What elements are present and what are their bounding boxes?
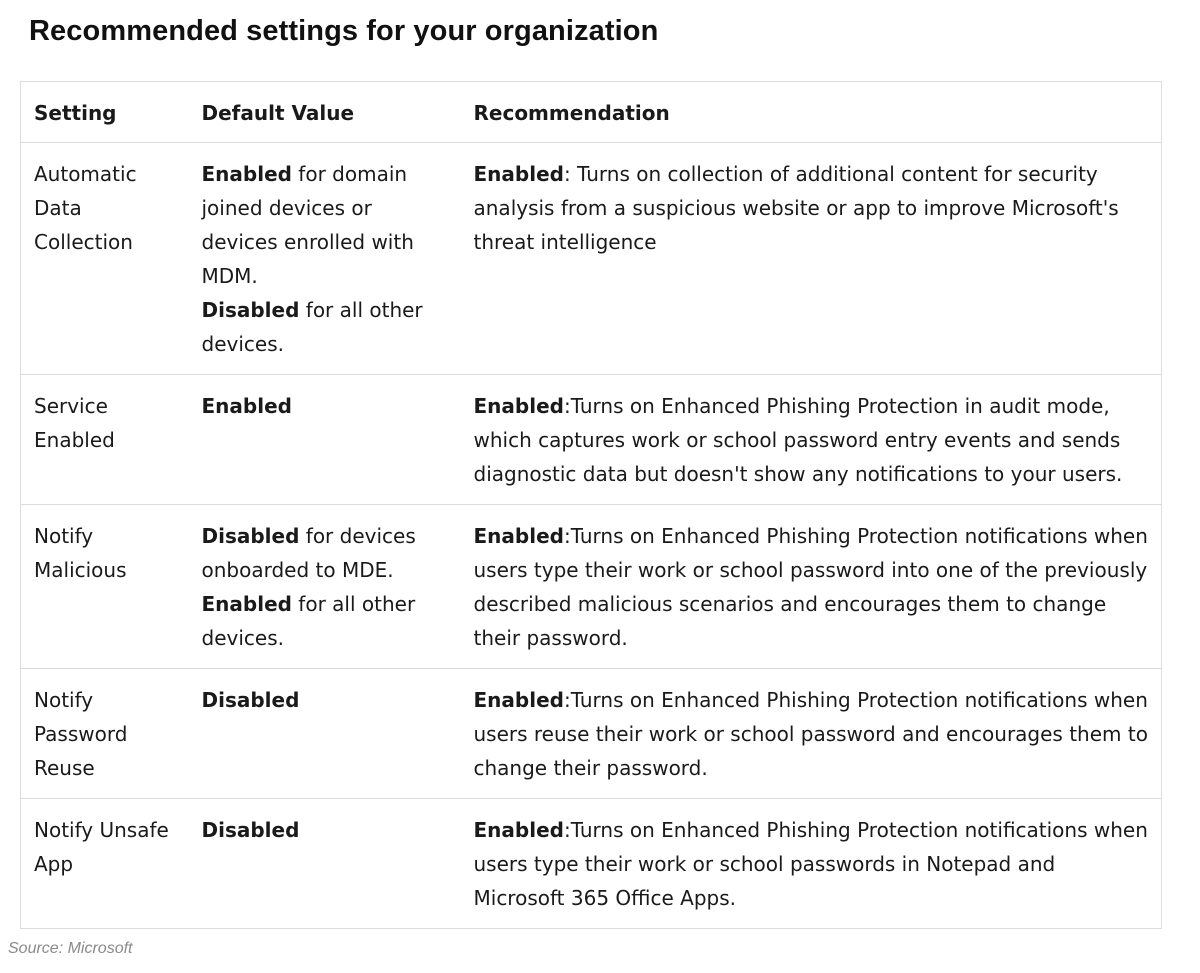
recommendation — [461, 375, 1162, 505]
default-line — [202, 293, 448, 361]
default-line — [202, 813, 448, 847]
default-state: Disabled — [201, 524, 300, 548]
settings-table — [20, 81, 1162, 929]
default-line — [202, 587, 448, 655]
header-setting: Setting — [21, 82, 189, 143]
recommendation-text: :Turns on Enhanced Phishing Protection in audit mode, which captures work or school password entry events and sends diagnostic data but doesn't show any notifications to your users. — [473, 394, 1123, 486]
recommendation-state: Enabled — [473, 688, 564, 712]
default-state: Enabled — [201, 592, 292, 616]
recommendation-text: :Turns on Enhanced Phishing Protection notifications when users type their work or school passwords in Notepad and Microsoft 365 Office Apps. — [473, 818, 1148, 910]
table-row — [21, 375, 1162, 505]
recommendation-text: : Turns on collection of additional content for security analysis from a suspicious website or app to improve Microsoft's threat intelligence — [473, 162, 1119, 254]
setting-name: Notify Password Reuse — [21, 669, 189, 799]
recommendation-text: :Turns on Enhanced Phishing Protection notifications when users type their work or school password into one of the previously described malicious scenarios and encourages them to change their password. — [473, 524, 1148, 650]
default-detail: for devices onboarded to MDE. — [201, 524, 416, 582]
default-value — [189, 143, 461, 375]
default-value — [189, 505, 461, 669]
default-line — [202, 683, 448, 717]
recommendation — [461, 669, 1162, 799]
default-state: Disabled — [201, 818, 300, 842]
recommendation-state: Enabled — [473, 162, 564, 186]
recommendation-text: :Turns on Enhanced Phishing Protection notifications when users reuse their work or school password and encourages them to change their password. — [473, 688, 1148, 780]
default-value — [189, 669, 461, 799]
default-detail: for domain joined devices or devices enrolled with MDM. — [201, 162, 414, 288]
table-header-row — [21, 82, 1162, 143]
recommendation-state: Enabled — [473, 524, 564, 548]
header-recommendation: Recommendation — [461, 82, 1162, 143]
setting-name: Service Enabled — [21, 375, 189, 505]
header-default-value: Default Value — [189, 82, 461, 143]
default-detail: for all other devices. — [201, 298, 423, 356]
default-state: Disabled — [201, 688, 300, 712]
default-line — [202, 157, 448, 293]
table-row — [21, 143, 1162, 375]
setting-name: Notify Malicious — [21, 505, 189, 669]
setting-name: Notify Unsafe App — [21, 799, 189, 929]
default-state: Disabled — [201, 298, 300, 322]
recommendation — [461, 143, 1162, 375]
source-caption: Source: Microsoft — [8, 940, 133, 957]
page-title: Recommended settings for your organization — [29, 15, 659, 47]
recommendation-state: Enabled — [473, 818, 564, 842]
recommendation-state: Enabled — [473, 394, 564, 418]
table-row — [21, 799, 1162, 929]
default-value — [189, 375, 461, 505]
setting-name: Automatic Data Collection — [21, 143, 189, 375]
default-state: Enabled — [201, 394, 292, 418]
recommendation — [461, 505, 1162, 669]
default-line — [202, 389, 448, 423]
recommendation — [461, 799, 1162, 929]
default-detail: for all other devices. — [201, 592, 416, 650]
default-value — [189, 799, 461, 929]
table-row — [21, 669, 1162, 799]
default-line — [202, 519, 448, 587]
default-state: Enabled — [201, 162, 292, 186]
table-row — [21, 505, 1162, 669]
